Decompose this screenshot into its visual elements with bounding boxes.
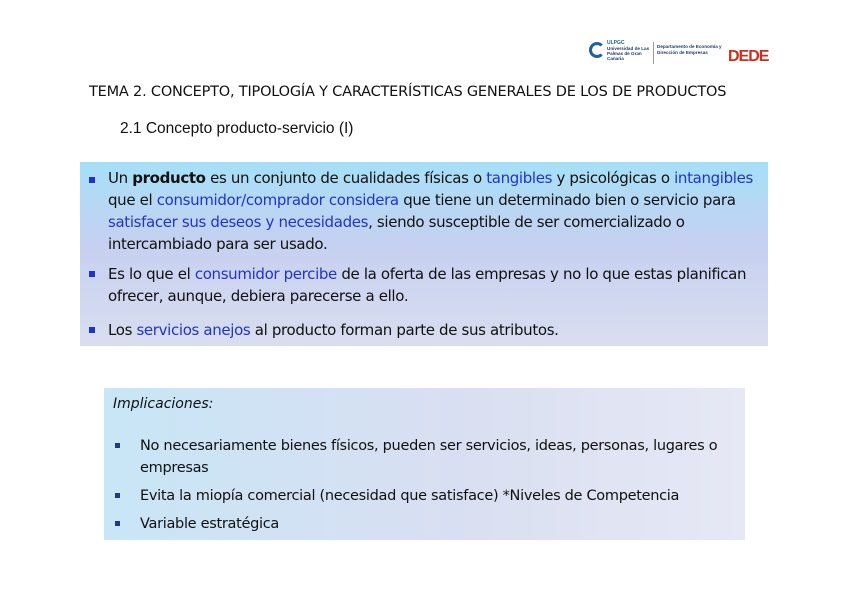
implications-label: Implicaciones: (113, 396, 214, 412)
definition-text (108, 319, 760, 341)
term-producto: producto (132, 169, 206, 187)
term-tangibles: tangibles (486, 169, 553, 187)
square-bullet-icon (115, 493, 120, 498)
logo-divider (653, 42, 654, 64)
term-satisfacer: satisfacer sus deseos y necesidades (108, 213, 369, 231)
institution-logos (589, 40, 779, 68)
section-subtitle: 2.1 Concepto producto-servicio (I) (120, 120, 354, 137)
text-run: y psicológicas o (552, 169, 675, 187)
square-bullet-icon (89, 177, 95, 183)
text-run: al producto forman parte de sus atributos. (250, 321, 559, 339)
page-title: TEMA 2. CONCEPTO, TIPOLOGÍA Y CARACTERÍSTICAS GENERALES DE LOS DE PRODUCTOS (89, 84, 727, 100)
term-servicios-anejos: servicios anejos (136, 321, 251, 339)
text-run: es un conjunto de cualidades físicas o (205, 169, 487, 187)
definition-box (80, 162, 768, 346)
term-consumidor-percibe: consumidor percibe (194, 265, 337, 283)
text-run: que el (108, 191, 157, 209)
department-name: Departamento de Economía y Dirección de Empresas (657, 44, 722, 55)
square-bullet-icon (115, 521, 120, 526)
term-consumidor: consumidor/comprador considera (156, 191, 399, 209)
dede-logo: DEDE (728, 48, 769, 65)
definition-text (108, 167, 760, 255)
university-name: Universidad de Las Palmas de Gran Canaria (607, 46, 650, 61)
text-run: que tiene un determinado bien o servicio para (398, 191, 736, 209)
square-bullet-icon (89, 271, 95, 277)
text-run: Un (108, 169, 133, 187)
text-run: , siendo susceptible de ser comercializado o intercambiado para ser usado. (108, 213, 685, 253)
ulpgc-logo-icon (589, 42, 605, 58)
square-bullet-icon (115, 443, 120, 448)
implications-box (104, 388, 745, 540)
implication-text: Variable estratégica (140, 516, 280, 532)
implication-text: No necesariamente bienes físicos, pueden ser servicios, ideas, personas, lugares o empresas (140, 438, 718, 476)
square-bullet-icon (89, 327, 95, 333)
implication-text: Evita la miopía comercial (necesidad que satisface) *Niveles de Competencia (140, 488, 680, 504)
text-run: de la oferta de las empresas y no lo que estas planifican ofrecer, aunque, debiera parecerse a ello. (108, 265, 747, 305)
term-intangibles: intangibles (674, 169, 753, 187)
text-run: Los (108, 321, 137, 339)
definition-text (108, 263, 760, 307)
text-run: Es lo que el (108, 265, 195, 283)
ulpgc-acronym: ULPGC (607, 40, 625, 46)
